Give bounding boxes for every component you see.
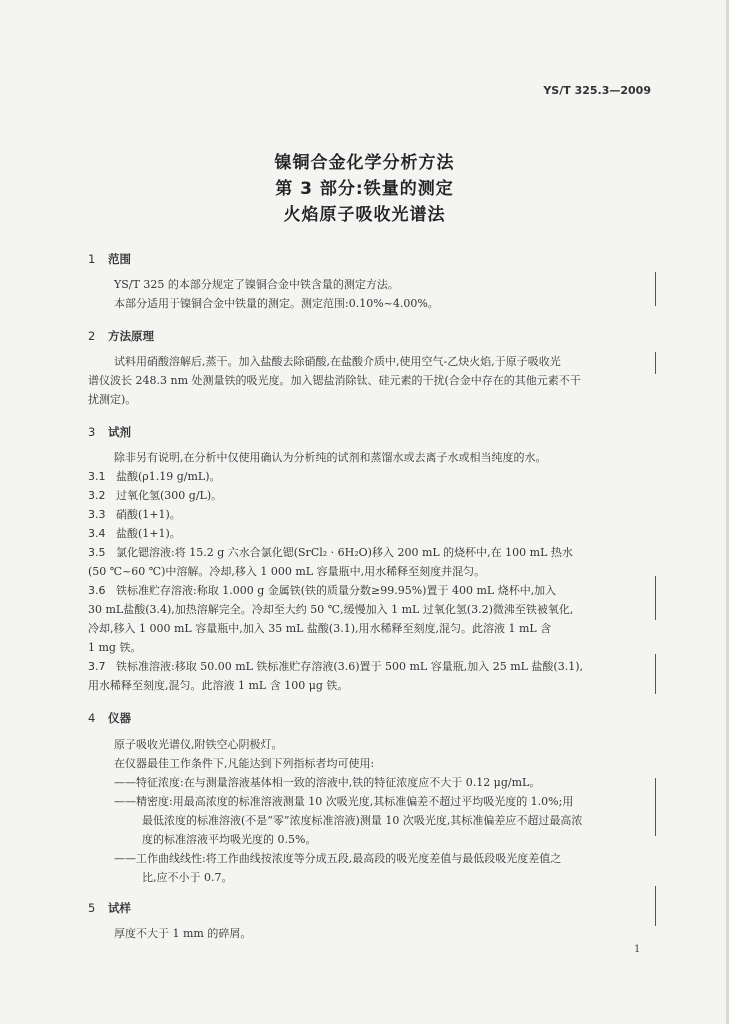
section-4-number: 4 [88, 711, 96, 725]
section-3-title: 试剂 [108, 425, 131, 439]
reagent-3-3 [88, 505, 181, 524]
section-2-title: 方法原理 [108, 329, 154, 343]
s4-para-1: 原子吸收光谱仪,附铁空心阴极灯。 [114, 738, 283, 751]
s4-dash-2: ——精密度:用最高浓度的标准溶液测量 10 次吸光度,其标准偏差不超过平均吸光度的 1.0%;用 [114, 795, 574, 808]
reagent-number: 3.4 [88, 527, 106, 540]
reagent-number: 3.3 [88, 508, 106, 521]
s2-line-2: 谱仪波长 248.3 nm 处测量铁的吸光度。加入锶盐消除钛、硅元素的干扰(合金中存在的其他元素不干 [88, 374, 581, 387]
section-2-heading [88, 328, 154, 344]
reagent-3-6-cont-2: 冷却,移入 1 000 mL 容量瓶中,加入 35 mL 盐酸(3.1),用水稀释至刻度,混匀。此溶液 1 mL 含 [88, 622, 552, 635]
reagent-text: 硝酸(1+1)。 [116, 508, 181, 521]
reagent-3-5 [88, 543, 573, 562]
reagent-3-7 [88, 657, 583, 676]
reagent-number: 3.1 [88, 470, 106, 483]
reagent-3-2 [88, 486, 222, 505]
s4-dash-3: ——工作曲线线性:将工作曲线按浓度等分成五段,最高段的吸光度差值与最低段吸光度差值之 [114, 852, 562, 865]
reagent-3-1 [88, 467, 221, 486]
margin-bar [655, 576, 656, 620]
s1-para-2: 本部分适用于镍铜合金中铁量的测定。测定范围:0.10%~4.00%。 [114, 297, 439, 310]
reagent-text: 铁标准溶液:移取 50.00 mL 铁标准贮存溶液(3.6)置于 500 mL 容量瓶,加入 25 mL 盐酸(3.1), [116, 660, 584, 673]
section-1-heading [88, 251, 131, 267]
reagent-3-6-cont-1: 30 mL盐酸(3.4),加热溶解完全。冷却至大约 50 ℃,缓慢加入 1 mL 过氧化氢(3.2)微沸至铁被氧化, [88, 603, 574, 616]
reagent-3-6 [88, 581, 556, 600]
reagent-text: 盐酸(1+1)。 [116, 527, 181, 540]
reagent-3-5-cont: (50 ℃~60 ℃)中溶解。冷却,移入 1 000 mL 容量瓶中,用水稀释至刻度并混匀。 [88, 565, 486, 578]
reagent-number: 3.7 [88, 660, 106, 673]
page-number: 1 [634, 944, 641, 955]
s4-para-2: 在仪器最佳工作条件下,凡能达到下列指标者均可使用: [114, 757, 375, 770]
s4-dash-2-cont-2: 度的标准溶液平均吸光度的 0.5%。 [142, 833, 317, 846]
section-5-heading [88, 900, 131, 916]
s4-dash-2-cont-1: 最低浓度的标准溶液(不是“零”浓度标准溶液)测量 10 次吸光度,其标准偏差应不超过最高浓 [142, 814, 583, 827]
title-line-2: 第 3 部分:铁量的测定 [275, 179, 454, 199]
s3-intro: 除非另有说明,在分析中仅使用确认为分析纯的试剂和蒸馏水或去离子水或相当纯度的水。 [114, 451, 547, 464]
reagent-3-4 [88, 524, 181, 543]
section-5-title: 试样 [108, 901, 131, 915]
section-4-title: 仪器 [108, 711, 131, 725]
section-1-title: 范围 [108, 252, 131, 266]
margin-bar [655, 886, 656, 926]
reagent-number: 3.2 [88, 489, 106, 502]
reagent-text: 氯化锶溶液:将 15.2 g 六水合氯化锶(SrCl₂ · 6H₂O)移入 200 mL 的烧杯中,在 100 mL 热水 [116, 546, 573, 559]
margin-bar [655, 778, 656, 836]
title-line-3: 火焰原子吸收光谱法 [283, 205, 446, 225]
reagent-3-6-cont-3: 1 mg 铁。 [88, 641, 142, 654]
section-2-number: 2 [88, 329, 96, 343]
reagent-number: 3.5 [88, 546, 106, 559]
section-4-heading [88, 710, 131, 726]
section-3-heading [88, 424, 131, 440]
s1-para-1: YS/T 325 的本部分规定了镍铜合金中铁含量的测定方法。 [114, 278, 399, 291]
s2-line-1: 试料用硝酸溶解后,蒸干。加入盐酸去除硝酸,在盐酸介质中,使用空气-乙炔火焰,于原子吸收光 [114, 355, 561, 368]
title-line-1: 镍铜合金化学分析方法 [274, 153, 455, 173]
reagent-number: 3.6 [88, 584, 106, 597]
section-5-number: 5 [88, 901, 96, 915]
s4-dash-3-cont: 比,应不小于 0.7。 [142, 871, 233, 884]
s4-dash-1: ——特征浓度:在与测量溶液基体相一致的溶液中,铁的特征浓度应不大于 0.12 μg/mL。 [114, 776, 541, 789]
reagent-text: 过氧化氢(300 g/L)。 [116, 489, 223, 502]
s2-line-3: 扰测定)。 [88, 393, 137, 406]
section-3-number: 3 [88, 425, 96, 439]
margin-bar [655, 272, 656, 306]
section-1-number: 1 [88, 252, 96, 266]
reagent-text: 铁标准贮存溶液:称取 1.000 g 金属铁(铁的质量分数≥99.95%)置于 400 mL 烧杯中,加入 [116, 584, 557, 597]
reagent-text: 盐酸(ρ1.19 g/mL)。 [116, 470, 221, 483]
reagent-3-7-cont: 用水稀释至刻度,混匀。此溶液 1 mL 含 100 μg 铁。 [88, 679, 349, 692]
standard-number: YS/T 325.3—2009 [543, 84, 651, 97]
s5-para-1: 厚度不大于 1 mm 的碎屑。 [114, 927, 252, 940]
margin-bar [655, 654, 656, 694]
margin-bar [655, 352, 656, 374]
